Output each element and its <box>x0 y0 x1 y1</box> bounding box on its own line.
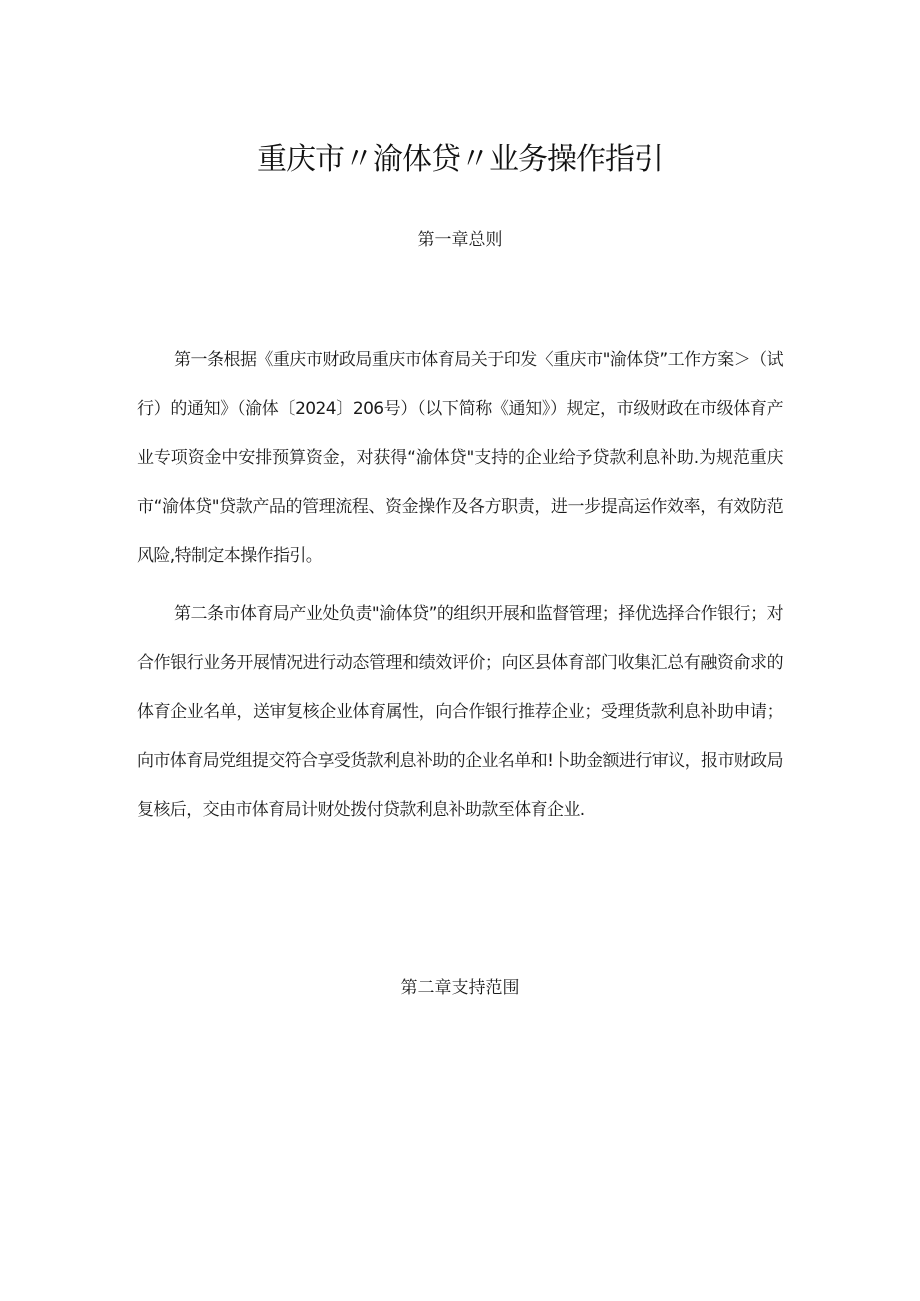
document-title: 重庆市〃渝体贷〃业务操作指引 <box>257 142 663 177</box>
article-1-paragraph: 第一条根据《重庆市财政局重庆市体育局关于印发〈重庆市"渝体贷”工作方案＞（试行）的通知》（渝体〔2024〕206号）（以下简称《通知》）规定，市级财政在市级体育产业专项资金中安排预算资金，对获得“渝体贷"支持的企业给予贷款利息补助.为规范重庆市“渝体贷"贷款产品的管理流程、资金操作及各方职责，进一步提高运作效率，有效防范风险,特制定本操作指引。 <box>137 350 783 566</box>
chapter-1-heading: 第一章总则 <box>417 230 503 250</box>
chapter-2-heading: 第二章支持范围 <box>400 978 520 998</box>
article-2-paragraph: 第二条市体育局产业处负责"渝体贷”的组织开展和监督管理；择优选择合作银行；对合作银行业务开展情况进行动态管理和绩效评价；向区县体育部门收集汇总有融资俞求的体育企业名单，送审复核企业体育属性，向合作银行推荐企业；受理货款利息补助申请；向市体育局党组提交符合享受货款利息补助的企业名单和!卜助金额进行审议，报市财政局复核后，交由市体育局计财处拨付贷款利息补助款至体育企业. <box>137 604 783 820</box>
